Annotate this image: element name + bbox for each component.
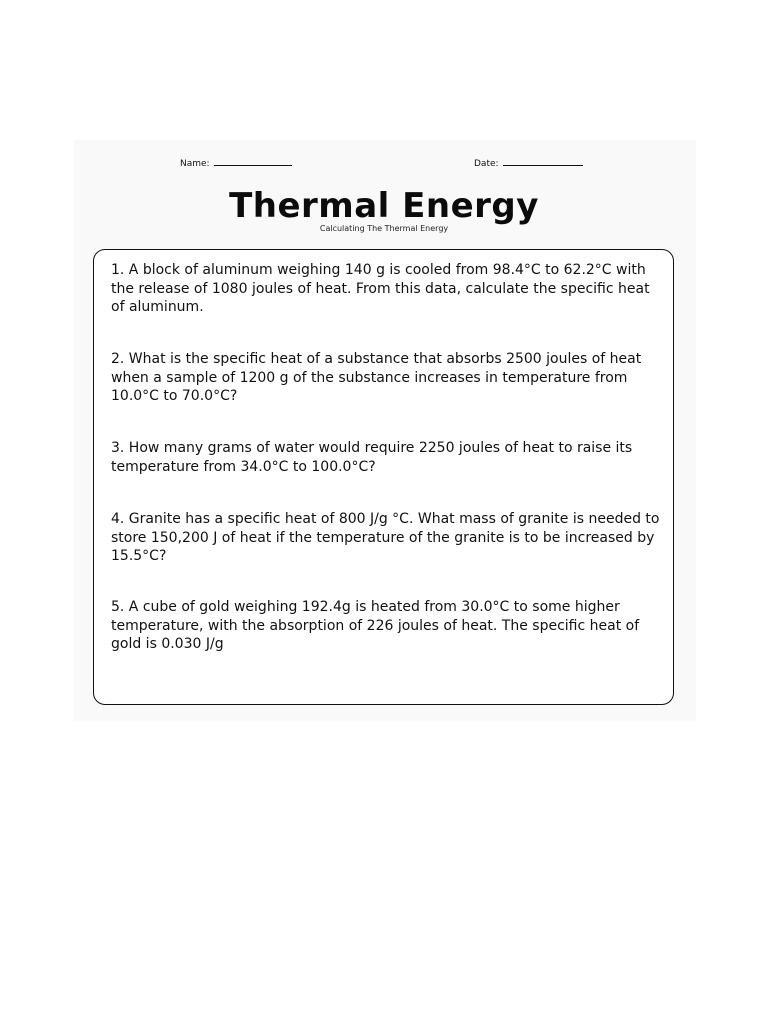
date-label: Date: xyxy=(474,159,499,169)
worksheet-title: Thermal Energy xyxy=(229,186,539,226)
question-3: 3. How many grams of water would require 2250 joules of heat to raise its temperature from 34.0°C to 100.0°C? xyxy=(111,440,633,475)
name-label: Name: xyxy=(180,159,210,169)
name-field xyxy=(180,157,292,169)
question-1: 1. A block of aluminum weighing 140 g is cooled from 98.4°C to 62.2°C with the release of 1080 joules of heat. From this data, calculate the specific heat of aluminum. xyxy=(111,262,650,315)
worksheet-subtitle: Calculating The Thermal Energy xyxy=(319,224,449,233)
question-2: 2. What is the specific heat of a substance that absorbs 2500 joules of heat when a sample of 1200 g of the substance increases in temperature from 10.0°C to 70.0°C? xyxy=(111,351,642,404)
header-fields xyxy=(0,157,768,171)
question-4: 4. Granite has a specific heat of 800 J/g °C. What mass of granite is needed to store 150,200 J of heat if the temperature of the granite is to be increased by 15.5°C? xyxy=(111,511,660,564)
date-blank-line[interactable] xyxy=(503,157,583,166)
name-blank-line[interactable] xyxy=(214,157,292,166)
question-5: 5. A cube of gold weighing 192.4g is heated from 30.0°C to some higher temperature, with the absorption of 226 joules of heat. The specific heat of gold is 0.030 J/g xyxy=(111,599,640,652)
date-field xyxy=(474,157,583,169)
